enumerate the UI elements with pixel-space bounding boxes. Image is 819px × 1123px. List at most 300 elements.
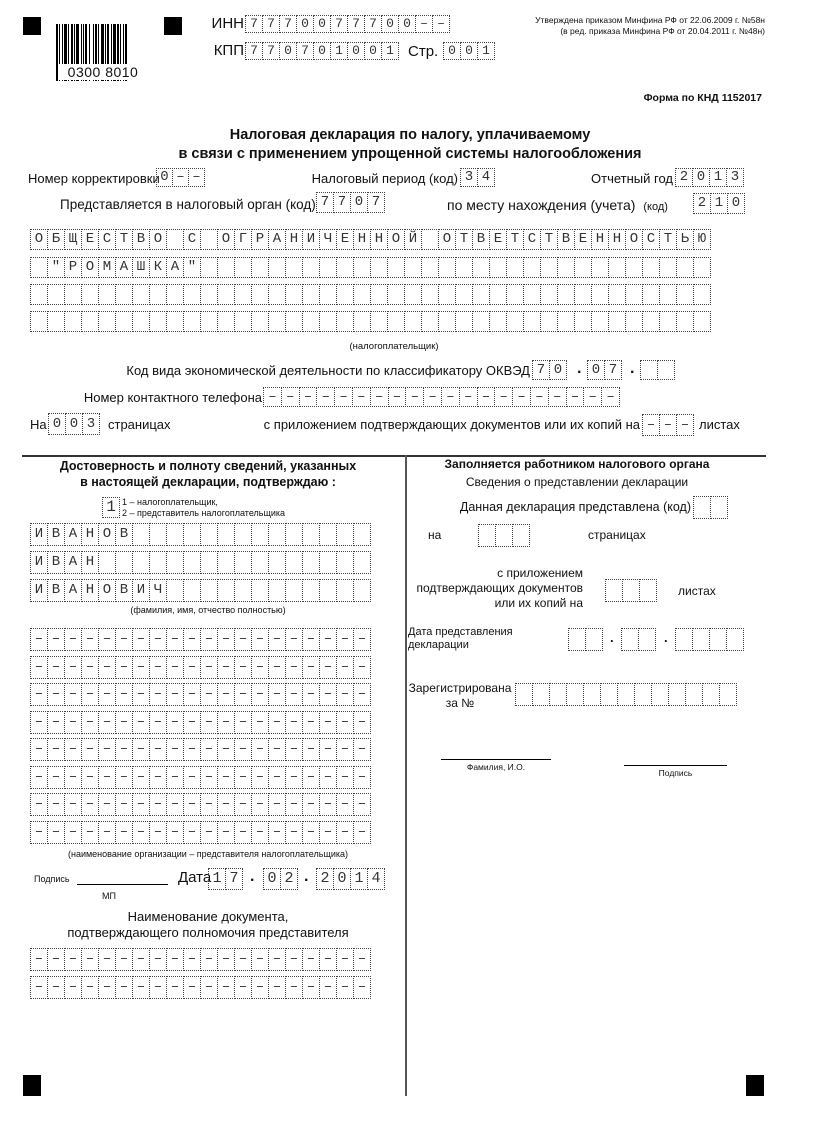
char-cell[interactable]: – — [200, 656, 218, 679]
char-cell[interactable]: – — [183, 656, 201, 679]
signer-type-field[interactable] — [102, 497, 120, 518]
char-cell[interactable]: – — [285, 976, 303, 999]
char-cell[interactable]: Р — [251, 229, 269, 250]
char-cell[interactable]: – — [81, 656, 99, 679]
char-cell[interactable] — [370, 284, 388, 305]
char-cell[interactable]: – — [64, 793, 82, 816]
representative-org-row-1[interactable] — [30, 628, 371, 651]
char-cell[interactable] — [693, 257, 711, 278]
char-cell[interactable]: В — [47, 523, 65, 546]
char-cell[interactable]: М — [98, 257, 116, 278]
char-cell[interactable]: – — [251, 683, 269, 706]
representative-org-row-3[interactable] — [30, 683, 371, 706]
report-year-field[interactable] — [675, 168, 744, 187]
char-cell[interactable]: – — [388, 387, 407, 407]
char-cell[interactable]: – — [115, 738, 133, 761]
char-cell[interactable]: – — [64, 948, 82, 971]
char-cell[interactable] — [217, 311, 235, 332]
char-cell[interactable]: А — [64, 523, 82, 546]
char-cell[interactable]: – — [217, 976, 235, 999]
char-cell[interactable] — [472, 284, 490, 305]
char-cell[interactable] — [421, 257, 439, 278]
char-cell[interactable]: – — [251, 738, 269, 761]
char-cell[interactable] — [353, 311, 371, 332]
char-cell[interactable]: – — [302, 683, 320, 706]
char-cell[interactable] — [387, 257, 405, 278]
char-cell[interactable]: – — [149, 711, 167, 734]
char-cell[interactable] — [115, 311, 133, 332]
char-cell[interactable]: – — [319, 711, 337, 734]
char-cell[interactable]: – — [64, 976, 82, 999]
char-cell[interactable]: – — [285, 738, 303, 761]
char-cell[interactable]: – — [268, 976, 286, 999]
char-cell[interactable] — [585, 628, 603, 651]
char-cell[interactable]: – — [251, 628, 269, 651]
char-cell[interactable]: – — [217, 793, 235, 816]
char-cell[interactable]: – — [81, 766, 99, 789]
char-cell[interactable] — [523, 257, 541, 278]
char-cell[interactable]: – — [166, 683, 184, 706]
kpp-field[interactable] — [245, 42, 399, 60]
char-cell[interactable]: И — [30, 579, 48, 602]
char-cell[interactable] — [200, 551, 218, 574]
char-cell[interactable]: О — [30, 229, 48, 250]
char-cell[interactable] — [353, 551, 371, 574]
page-number-field[interactable] — [443, 42, 495, 60]
char-cell[interactable] — [566, 683, 584, 706]
char-cell[interactable] — [659, 284, 677, 305]
char-cell[interactable] — [693, 496, 711, 519]
char-cell[interactable]: Е — [81, 229, 99, 250]
char-cell[interactable]: – — [166, 711, 184, 734]
char-cell[interactable]: – — [200, 821, 218, 844]
signature-line[interactable] — [77, 884, 168, 885]
char-cell[interactable] — [506, 284, 524, 305]
char-cell[interactable]: – — [336, 656, 354, 679]
char-cell[interactable]: – — [285, 948, 303, 971]
char-cell[interactable] — [251, 257, 269, 278]
char-cell[interactable]: – — [251, 793, 269, 816]
char-cell[interactable]: – — [149, 766, 167, 789]
char-cell[interactable]: – — [81, 683, 99, 706]
char-cell[interactable]: – — [166, 656, 184, 679]
char-cell[interactable] — [540, 311, 558, 332]
char-cell[interactable]: – — [115, 628, 133, 651]
representative-org-row-6[interactable] — [30, 766, 371, 789]
char-cell[interactable] — [404, 284, 422, 305]
char-cell[interactable]: – — [423, 387, 442, 407]
char-cell[interactable]: – — [98, 948, 116, 971]
char-cell[interactable] — [719, 683, 737, 706]
char-cell[interactable]: – — [415, 15, 433, 33]
char-cell[interactable]: 2 — [280, 868, 298, 890]
char-cell[interactable]: – — [336, 793, 354, 816]
char-cell[interactable] — [693, 311, 711, 332]
char-cell[interactable]: И — [30, 551, 48, 574]
char-cell[interactable]: – — [336, 738, 354, 761]
char-cell[interactable] — [540, 284, 558, 305]
okved-part-3[interactable] — [640, 360, 675, 380]
char-cell[interactable]: – — [200, 948, 218, 971]
char-cell[interactable] — [132, 523, 150, 546]
char-cell[interactable]: О — [98, 523, 116, 546]
char-cell[interactable]: С — [642, 229, 660, 250]
char-cell[interactable]: – — [98, 628, 116, 651]
char-cell[interactable]: 3 — [460, 168, 478, 187]
char-cell[interactable] — [200, 523, 218, 546]
char-cell[interactable]: – — [47, 766, 65, 789]
char-cell[interactable] — [149, 551, 167, 574]
authority-document-row-2[interactable] — [30, 976, 371, 999]
char-cell[interactable]: – — [200, 793, 218, 816]
char-cell[interactable]: – — [353, 656, 371, 679]
char-cell[interactable] — [489, 311, 507, 332]
char-cell[interactable] — [132, 311, 150, 332]
char-cell[interactable]: – — [353, 976, 371, 999]
char-cell[interactable]: Г — [234, 229, 252, 250]
char-cell[interactable]: – — [115, 821, 133, 844]
char-cell[interactable]: Т — [455, 229, 473, 250]
char-cell[interactable] — [574, 284, 592, 305]
char-cell[interactable] — [574, 311, 592, 332]
char-cell[interactable]: Н — [285, 229, 303, 250]
char-cell[interactable]: 0 — [381, 15, 399, 33]
char-cell[interactable] — [217, 551, 235, 574]
char-cell[interactable] — [642, 311, 660, 332]
char-cell[interactable]: – — [132, 948, 150, 971]
char-cell[interactable]: 0 — [333, 868, 351, 890]
char-cell[interactable]: – — [98, 683, 116, 706]
char-cell[interactable]: – — [149, 793, 167, 816]
char-cell[interactable] — [472, 311, 490, 332]
char-cell[interactable]: – — [336, 948, 354, 971]
char-cell[interactable]: 7 — [296, 42, 314, 60]
char-cell[interactable]: – — [166, 793, 184, 816]
char-cell[interactable] — [532, 683, 550, 706]
char-cell[interactable]: 1 — [208, 868, 226, 890]
char-cell[interactable] — [617, 683, 635, 706]
char-cell[interactable] — [455, 311, 473, 332]
char-cell[interactable]: – — [285, 656, 303, 679]
char-cell[interactable]: – — [302, 738, 320, 761]
char-cell[interactable]: – — [132, 738, 150, 761]
char-cell[interactable]: Е — [336, 229, 354, 250]
char-cell[interactable]: – — [64, 711, 82, 734]
representative-org-row-5[interactable] — [30, 738, 371, 761]
char-cell[interactable]: Ч — [319, 229, 337, 250]
char-cell[interactable]: 0 — [347, 42, 365, 60]
char-cell[interactable] — [608, 257, 626, 278]
char-cell[interactable]: – — [268, 628, 286, 651]
char-cell[interactable] — [640, 360, 658, 380]
char-cell[interactable]: – — [285, 766, 303, 789]
char-cell[interactable] — [302, 257, 320, 278]
char-cell[interactable]: 0 — [549, 360, 567, 380]
char-cell[interactable]: – — [217, 628, 235, 651]
char-cell[interactable]: 1 — [102, 497, 120, 518]
char-cell[interactable] — [268, 284, 286, 305]
char-cell[interactable] — [540, 257, 558, 278]
char-cell[interactable]: С — [523, 229, 541, 250]
char-cell[interactable]: – — [200, 976, 218, 999]
char-cell[interactable]: – — [64, 656, 82, 679]
char-cell[interactable]: – — [132, 976, 150, 999]
char-cell[interactable] — [268, 551, 286, 574]
char-cell[interactable]: – — [659, 414, 677, 436]
char-cell[interactable]: – — [132, 628, 150, 651]
char-cell[interactable]: – — [132, 656, 150, 679]
char-cell[interactable] — [622, 579, 640, 602]
char-cell[interactable]: Н — [81, 579, 99, 602]
char-cell[interactable] — [115, 284, 133, 305]
char-cell[interactable] — [183, 579, 201, 602]
char-cell[interactable]: О — [625, 229, 643, 250]
char-cell[interactable]: – — [459, 387, 478, 407]
char-cell[interactable]: Р — [64, 257, 82, 278]
char-cell[interactable] — [404, 311, 422, 332]
char-cell[interactable] — [302, 284, 320, 305]
char-cell[interactable]: – — [81, 948, 99, 971]
char-cell[interactable]: – — [302, 628, 320, 651]
char-cell[interactable]: – — [81, 793, 99, 816]
char-cell[interactable]: 3 — [82, 413, 100, 435]
char-cell[interactable]: Н — [608, 229, 626, 250]
char-cell[interactable]: – — [149, 656, 167, 679]
char-cell[interactable] — [183, 311, 201, 332]
char-cell[interactable]: 7 — [330, 15, 348, 33]
char-cell[interactable]: – — [217, 738, 235, 761]
char-cell[interactable]: – — [30, 976, 48, 999]
char-cell[interactable]: – — [251, 948, 269, 971]
char-cell[interactable]: – — [98, 738, 116, 761]
char-cell[interactable]: В — [47, 551, 65, 574]
char-cell[interactable]: И — [302, 229, 320, 250]
location-code-field[interactable] — [693, 193, 745, 214]
char-cell[interactable]: О — [217, 229, 235, 250]
char-cell[interactable] — [692, 628, 710, 651]
char-cell[interactable]: – — [132, 793, 150, 816]
char-cell[interactable] — [455, 257, 473, 278]
char-cell[interactable]: – — [251, 711, 269, 734]
char-cell[interactable] — [659, 311, 677, 332]
char-cell[interactable]: – — [234, 821, 252, 844]
char-cell[interactable]: А — [115, 257, 133, 278]
char-cell[interactable]: 0 — [443, 42, 461, 60]
char-cell[interactable]: – — [81, 628, 99, 651]
char-cell[interactable]: – — [30, 683, 48, 706]
char-cell[interactable]: – — [47, 793, 65, 816]
char-cell[interactable] — [217, 257, 235, 278]
char-cell[interactable]: В — [115, 579, 133, 602]
char-cell[interactable]: – — [405, 387, 424, 407]
char-cell[interactable] — [166, 284, 184, 305]
char-cell[interactable]: Т — [659, 229, 677, 250]
char-cell[interactable] — [319, 523, 337, 546]
char-cell[interactable]: В — [557, 229, 575, 250]
char-cell[interactable] — [251, 311, 269, 332]
char-cell[interactable]: – — [183, 711, 201, 734]
char-cell[interactable] — [302, 523, 320, 546]
char-cell[interactable] — [625, 284, 643, 305]
char-cell[interactable]: – — [183, 766, 201, 789]
char-cell[interactable]: – — [336, 683, 354, 706]
char-cell[interactable] — [302, 311, 320, 332]
char-cell[interactable]: – — [353, 821, 371, 844]
submitted-code-field[interactable] — [693, 496, 728, 519]
char-cell[interactable]: – — [149, 738, 167, 761]
char-cell[interactable]: Е — [489, 229, 507, 250]
char-cell[interactable] — [285, 579, 303, 602]
office-pages-field[interactable] — [478, 524, 530, 547]
char-cell[interactable]: – — [583, 387, 602, 407]
char-cell[interactable] — [200, 579, 218, 602]
char-cell[interactable] — [591, 284, 609, 305]
char-cell[interactable]: – — [432, 15, 450, 33]
char-cell[interactable]: – — [302, 793, 320, 816]
office-attachments-field[interactable] — [605, 579, 657, 602]
char-cell[interactable]: – — [81, 821, 99, 844]
char-cell[interactable]: – — [642, 414, 660, 436]
char-cell[interactable]: – — [98, 766, 116, 789]
taxpayer-name-row-3[interactable] — [30, 284, 711, 305]
char-cell[interactable]: 0 — [587, 360, 605, 380]
char-cell[interactable]: – — [234, 711, 252, 734]
char-cell[interactable]: – — [30, 738, 48, 761]
char-cell[interactable]: – — [166, 766, 184, 789]
char-cell[interactable]: – — [64, 766, 82, 789]
char-cell[interactable]: – — [316, 387, 335, 407]
char-cell[interactable] — [472, 257, 490, 278]
char-cell[interactable] — [132, 551, 150, 574]
char-cell[interactable]: – — [234, 793, 252, 816]
char-cell[interactable]: – — [285, 793, 303, 816]
char-cell[interactable]: 0 — [263, 868, 281, 890]
char-cell[interactable]: 7 — [262, 42, 280, 60]
char-cell[interactable] — [370, 257, 388, 278]
char-cell[interactable] — [268, 579, 286, 602]
char-cell[interactable] — [319, 284, 337, 305]
char-cell[interactable] — [370, 311, 388, 332]
char-cell[interactable]: 0 — [65, 413, 83, 435]
char-cell[interactable]: – — [47, 976, 65, 999]
char-cell[interactable]: – — [281, 387, 300, 407]
char-cell[interactable] — [387, 284, 405, 305]
char-cell[interactable]: О — [81, 257, 99, 278]
char-cell[interactable] — [302, 579, 320, 602]
char-cell[interactable]: – — [166, 628, 184, 651]
char-cell[interactable]: – — [149, 976, 167, 999]
char-cell[interactable] — [234, 284, 252, 305]
representative-org-row-7[interactable] — [30, 793, 371, 816]
char-cell[interactable] — [319, 257, 337, 278]
attachments-count-field[interactable] — [642, 414, 694, 436]
char-cell[interactable] — [149, 311, 167, 332]
char-cell[interactable]: Ю — [693, 229, 711, 250]
char-cell[interactable] — [200, 229, 218, 250]
char-cell[interactable] — [336, 257, 354, 278]
char-cell[interactable]: – — [183, 948, 201, 971]
char-cell[interactable]: Н — [591, 229, 609, 250]
char-cell[interactable]: – — [676, 414, 694, 436]
char-cell[interactable]: Е — [574, 229, 592, 250]
taxpayer-name-row-1[interactable] — [30, 229, 711, 250]
char-cell[interactable]: – — [234, 766, 252, 789]
char-cell[interactable]: В — [115, 523, 133, 546]
char-cell[interactable]: – — [268, 821, 286, 844]
char-cell[interactable]: 0 — [364, 42, 382, 60]
char-cell[interactable] — [268, 311, 286, 332]
char-cell[interactable] — [166, 229, 184, 250]
char-cell[interactable]: – — [183, 976, 201, 999]
char-cell[interactable]: – — [149, 628, 167, 651]
char-cell[interactable]: С — [183, 229, 201, 250]
char-cell[interactable]: С — [98, 229, 116, 250]
char-cell[interactable]: 0 — [313, 15, 331, 33]
char-cell[interactable]: А — [64, 551, 82, 574]
char-cell[interactable] — [353, 284, 371, 305]
char-cell[interactable] — [591, 311, 609, 332]
char-cell[interactable]: – — [334, 387, 353, 407]
char-cell[interactable] — [251, 551, 269, 574]
char-cell[interactable]: – — [353, 738, 371, 761]
char-cell[interactable]: – — [319, 948, 337, 971]
patronymic-field[interactable] — [30, 579, 371, 602]
char-cell[interactable]: – — [47, 738, 65, 761]
char-cell[interactable] — [336, 284, 354, 305]
char-cell[interactable] — [353, 257, 371, 278]
char-cell[interactable]: – — [302, 711, 320, 734]
char-cell[interactable]: И — [132, 579, 150, 602]
char-cell[interactable] — [657, 360, 675, 380]
char-cell[interactable]: К — [149, 257, 167, 278]
char-cell[interactable] — [81, 284, 99, 305]
char-cell[interactable]: – — [166, 738, 184, 761]
char-cell[interactable]: 1 — [330, 42, 348, 60]
char-cell[interactable]: – — [183, 738, 201, 761]
char-cell[interactable]: – — [172, 168, 189, 187]
char-cell[interactable] — [421, 284, 439, 305]
char-cell[interactable] — [438, 311, 456, 332]
char-cell[interactable]: – — [234, 683, 252, 706]
char-cell[interactable] — [64, 284, 82, 305]
char-cell[interactable]: – — [512, 387, 531, 407]
char-cell[interactable] — [47, 311, 65, 332]
char-cell[interactable] — [659, 257, 677, 278]
char-cell[interactable] — [30, 257, 48, 278]
char-cell[interactable]: 1 — [477, 42, 495, 60]
char-cell[interactable]: – — [115, 656, 133, 679]
taxpayer-name-row-2[interactable] — [30, 257, 711, 278]
char-cell[interactable]: Т — [115, 229, 133, 250]
char-cell[interactable]: – — [47, 628, 65, 651]
char-cell[interactable] — [336, 523, 354, 546]
char-cell[interactable]: – — [98, 656, 116, 679]
char-cell[interactable] — [438, 284, 456, 305]
char-cell[interactable]: 2 — [316, 868, 334, 890]
char-cell[interactable]: – — [115, 948, 133, 971]
char-cell[interactable]: – — [263, 387, 282, 407]
char-cell[interactable]: – — [234, 948, 252, 971]
char-cell[interactable]: – — [319, 766, 337, 789]
char-cell[interactable]: – — [234, 738, 252, 761]
char-cell[interactable] — [651, 683, 669, 706]
authority-document-row-1[interactable] — [30, 948, 371, 971]
char-cell[interactable] — [549, 683, 567, 706]
char-cell[interactable] — [64, 311, 82, 332]
char-cell[interactable]: – — [251, 766, 269, 789]
char-cell[interactable] — [495, 524, 513, 547]
submission-date-year[interactable] — [675, 628, 744, 651]
